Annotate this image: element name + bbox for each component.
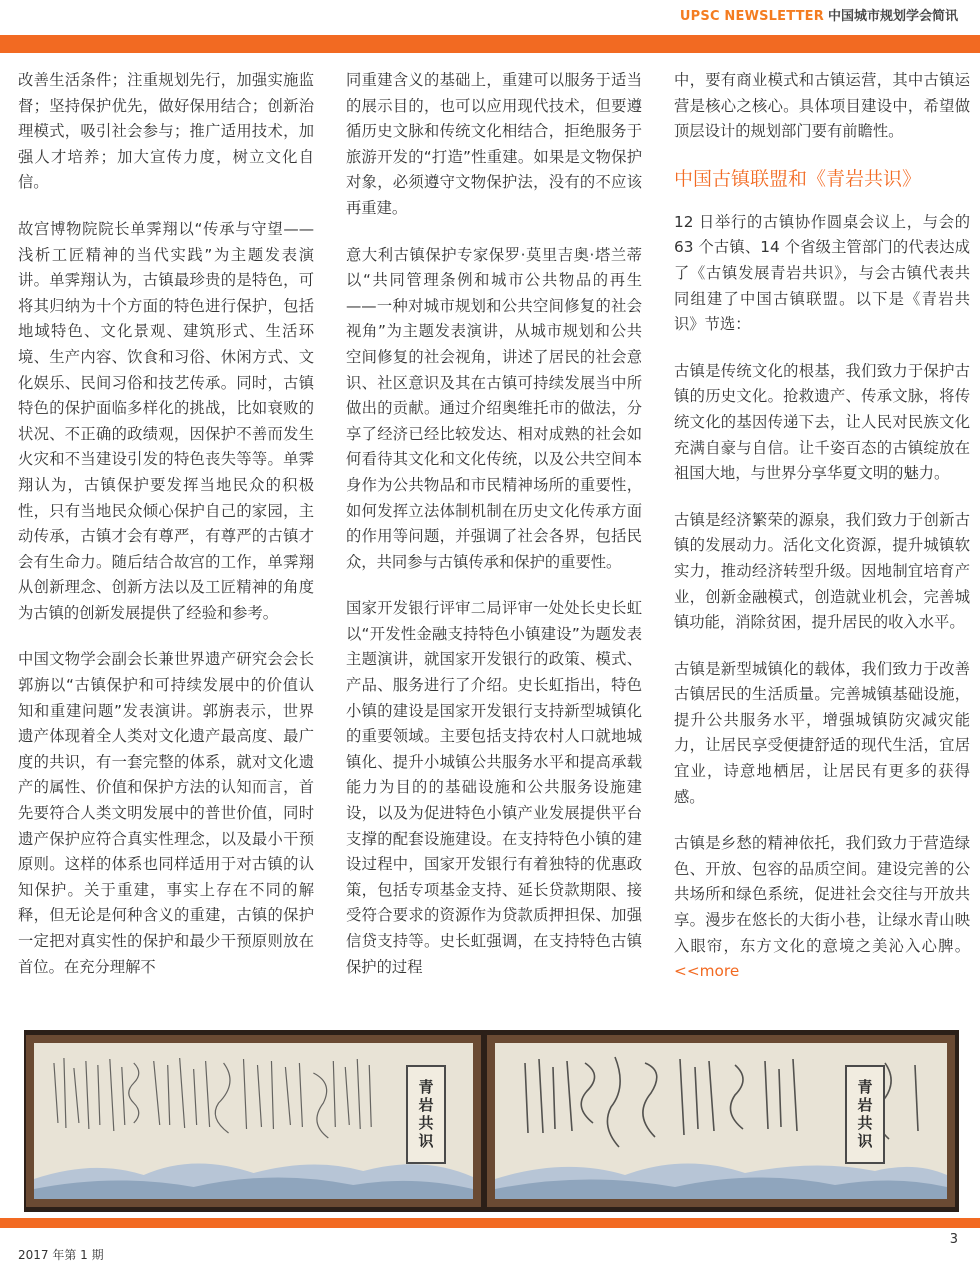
paragraph: 中，要有商业模式和古镇运营，其中古镇运营是核心之核心。具体项目建设中，希望做顶层设计的规划部门要有前瞻性。 bbox=[674, 71, 970, 141]
signed-scrolls-photo bbox=[24, 1030, 959, 1212]
scroll-title: 青岩共识 bbox=[416, 1078, 435, 1151]
paragraph: 意大利古镇保护专家保罗·莫里吉奥·塔兰蒂以“共同管理条例和城市公共物品的再生——一种对城市规划和公共空间修复的社会视角”为主题发表演讲，从城市规划和公共空间修复的社会视角，讲述了居民的社会意识、社区意识及其在古镇可持续发展当中所做出的贡献。通过介绍奥维托市的做法，分享了经济已经比较发达、相对成熟的社会如何看待其文化和文化传统，以及公共空间本身作为公共物品和市民精神场所的重要性，如何发挥立法体制机制在历史文化传承方面的作用等问题，并强调了社会各界，包括民众，共同参与古镇传承和保护的重要性。 bbox=[346, 245, 642, 571]
paragraph: 同重建含义的基础上，重建可以服务于适当的展示目的，也可以应用现代技术，但要遵循历史文脉和传统文化相结合，拒绝服务于旅游开发的“打造”性重建。如果是文物保护对象，必须遵守文物保护法，没有的不应该再重建。 bbox=[346, 71, 642, 217]
more-link[interactable]: <<more bbox=[674, 962, 740, 981]
paragraph: 故宫博物院院长单霁翔以“传承与守望——浅析工匠精神的当代实践”为主题发表演讲。单霁翔认为，古镇最珍贵的是特色，可将其归纳为十个方面的特色进行保护，包括地域特色、文化景观、建筑形式、生活环境、生产内容、饮食和习俗、休闲方式、文化娱乐、民间习俗和技艺传承。同时，古镇特色的保护面临多样化的挑战，比如衰败的状况、不正确的政绩观，因保护不善而发生火灾和不当建设引发的特色丧失等等。单霁翔认为，古镇保护要发挥当地民众的积极性，只有当地民众倾心保护自己的家园，主动传承，古镇才会有尊严，有尊严的古镇才会有生命力。随后结合故宫的工作，单霁翔从创新理念、创新方法以及工匠精神的角度为古镇的创新发展提供了经验和参考。 bbox=[18, 219, 314, 622]
newsletter-title bbox=[680, 5, 958, 24]
paragraph-last bbox=[674, 831, 970, 985]
article-column-1 bbox=[18, 68, 314, 1001]
article-column-2 bbox=[346, 68, 642, 1001]
scroll-frame-left bbox=[26, 1035, 481, 1207]
paragraph-text: 古镇是乡愁的精神依托，我们致力于营造绿色、开放、包容的品质空间。建设完善的公共场所和绿色系统，促进社会交往与开放共享。漫步在悠长的大街小巷，让绿水青山映入眼帘，东方文化的意境之美沁入心脾。 bbox=[674, 834, 970, 955]
paragraph: 古镇是经济繁荣的源泉，我们致力于创新古镇的发展动力。活化文化资源，提升城镇软实力，推动经济转型升级。因地制宜培育产业，创新金融模式，创造就业机会，完善城镇功能，消除贫困，提升居民的收入水平。 bbox=[674, 510, 970, 632]
section-heading: 中国古镇联盟和《青岩共识》 bbox=[674, 167, 922, 190]
scroll-mat bbox=[34, 1043, 473, 1199]
ink-mountain-landscape bbox=[495, 1139, 947, 1199]
paragraph: 古镇是传统文化的根基，我们致力于保护古镇的历史文化。抢救遗产、传承文脉，将传统文化的基因传递下去，让人民对民族文化充满自豪与自信。让千姿百态的古镇绽放在祖国大地，与世界分享华夏文明的魅力。 bbox=[674, 361, 970, 483]
page-number: 3 bbox=[949, 1232, 958, 1247]
scroll-title: 青岩共识 bbox=[855, 1078, 874, 1151]
header-accent-bar bbox=[0, 35, 980, 53]
scroll-mat bbox=[495, 1043, 947, 1199]
footer-accent-bar bbox=[0, 1218, 980, 1228]
paragraph: 12 日举行的古镇协作圆桌会议上，与会的 63 个古镇、14 个省级主管部门的代表达成了《古镇发展青岩共识》，与会古镇代表共同组建了中国古镇联盟。以下是《青岩共识》节选： bbox=[674, 212, 970, 334]
newsletter-title-en: UPSC NEWSLETTER bbox=[679, 9, 824, 24]
ink-mountain-landscape bbox=[34, 1139, 473, 1199]
paragraph: 古镇是新型城镇化的载体，我们致力于改善古镇居民的生活质量。完善城镇基础设施，提升公共服务水平，增强城镇防灾减灾能力，让居民享受便捷舒适的现代生活，宜居宜业，诗意地栖居，让居民有更多的获得感。 bbox=[674, 659, 970, 806]
issue-label: 2017 年第 1 期 bbox=[18, 1248, 104, 1262]
paragraph: 改善生活条件；注重规划先行，加强实施监督；坚持保护优先，做好保用结合；创新治理模式，吸引社会参与；推广适用技术，加强人才培养；加大宣传力度，树立文化自信。 bbox=[18, 71, 314, 192]
paragraph: 国家开发银行评审二局评审一处处长史长虹以“开发性金融支持特色小镇建设”为题发表主题演讲，就国家开发银行的政策、模式、产品、服务进行了介绍。史长虹指出，特色小镇的建设是国家开发银行支持新型城镇化的重要领域。主要包括支持农村人口就地城镇化、提升小城镇公共服务水平和提高承载能力为目的的基础设施和公共服务设施建设，以及为促进特色小镇产业发展提供平台支撑的配套设施建设。在支持特色小镇的建设过程中，国家开发银行有着独特的优惠政策，包括专项基金支持、延长贷款期限、接受符合要求的资源作为贷款质押担保、加强信贷支持等。史长虹强调，在支持特色古镇保护的过程 bbox=[346, 599, 642, 976]
scroll-frame-right bbox=[487, 1035, 955, 1207]
article-column-3 bbox=[674, 68, 970, 1006]
paragraph: 中国文物学会副会长兼世界遗产研究会会长郭旃以“古镇保护和可持续发展中的价值认知和重建问题”发表演讲。郭旃表示，世界遗产体现着全人类对文化遗产最高度、最广度的共识，有一套完整的体系，就对文化遗产的属性、价值和保护方法的认知而言，首先要符合人类文明发展中的普世价值，同时遗产保护应符合真实性理念，以及最小干预原则。这样的体系也同样适用于对古镇的认知保护。关于重建，事实上存在不同的解释，但无论是何种含义的重建，古镇的保护一定把对真实性的保护和最少干预原则放在首位。在充分理解不 bbox=[18, 650, 314, 976]
newsletter-title-cn: 中国城市规划学会简讯 bbox=[827, 9, 958, 24]
